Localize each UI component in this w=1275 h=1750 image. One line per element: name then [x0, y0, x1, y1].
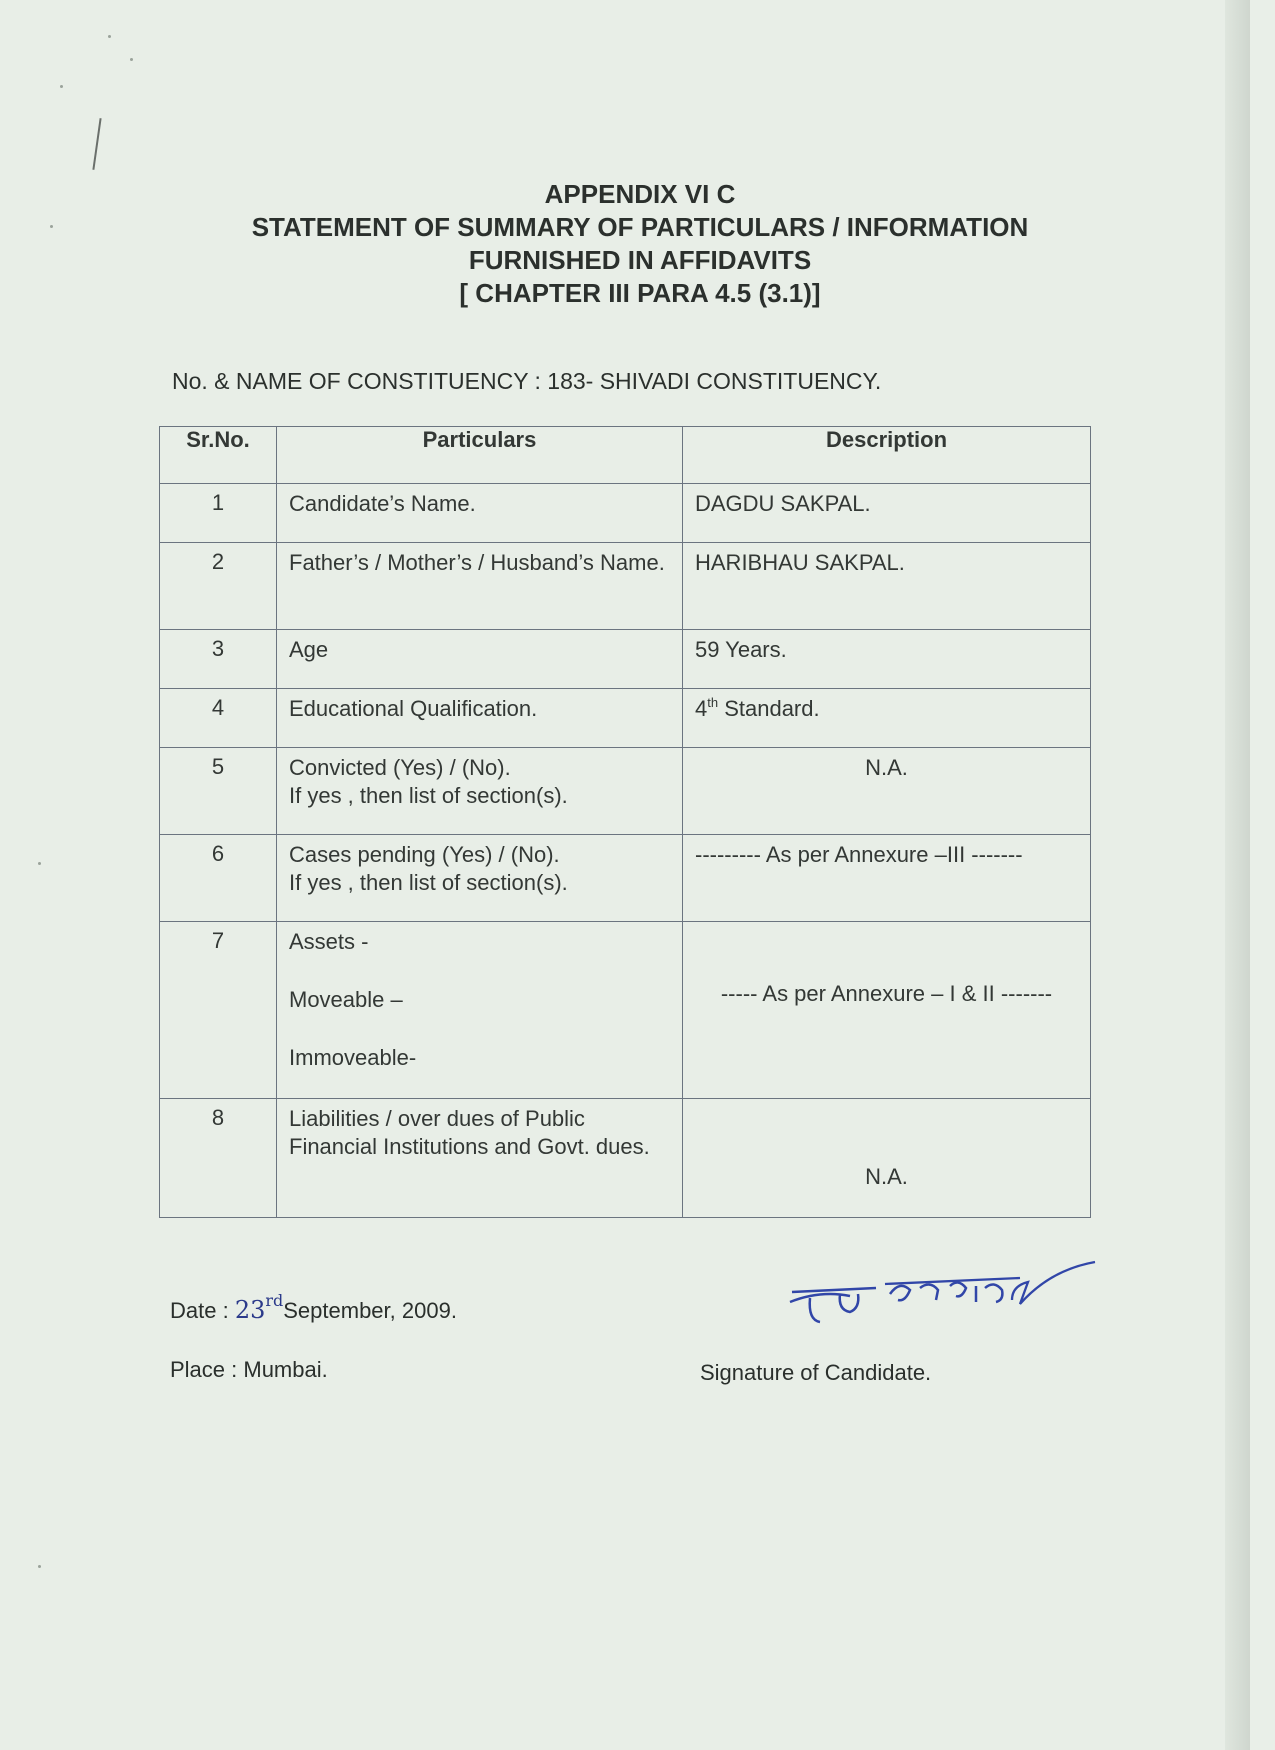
row-description: [683, 1099, 1091, 1218]
row-description: [683, 922, 1091, 1099]
qualification-text: Standard.: [718, 696, 820, 721]
particulars-line: Cases pending (Yes) / (No).: [289, 842, 560, 867]
row-description: 59 Years.: [683, 630, 1091, 689]
place-line: Place : Mumbai.: [170, 1357, 328, 1382]
qualification-number: 4: [695, 696, 708, 721]
row-sr-no: 6: [160, 835, 277, 922]
date-label: Date :: [170, 1298, 235, 1323]
row-particulars: Liabilities / over dues of Public Financial Institutions and Govt. dues.: [277, 1099, 683, 1218]
speck: [38, 1565, 41, 1568]
speck: [50, 225, 53, 228]
speck: [130, 58, 133, 61]
speck: [60, 85, 63, 88]
heading-line-2: STATEMENT OF SUMMARY OF PARTICULARS / INFORMATION: [251, 212, 1029, 242]
speck: [38, 862, 41, 865]
header-description: Description: [683, 427, 1091, 484]
heading-line-4: [ CHAPTER III PARA 4.5 (3.1)]: [459, 278, 821, 308]
row-particulars: Candidate’s Name.: [277, 484, 683, 543]
row-particulars: [277, 748, 683, 835]
table-row: [160, 543, 1091, 630]
particulars-line: Convicted (Yes) / (No).: [289, 755, 511, 780]
heading-line-1: APPENDIX VI C: [544, 179, 736, 209]
constituency-line: No. & NAME OF CONSTITUENCY : 183- SHIVADI CONSTITUENCY.: [172, 368, 882, 394]
date-line: [170, 1291, 457, 1324]
heading-line-3: FURNISHED IN AFFIDAVITS: [468, 245, 812, 275]
row-sr-no: 7: [160, 922, 277, 1099]
row-sr-no: 3: [160, 630, 277, 689]
row-description: [683, 689, 1091, 748]
header-sr-no: Sr.No.: [160, 427, 277, 484]
description-text: ----- As per Annexure – I & II -------: [720, 981, 1053, 1006]
signature-label: Signature of Candidate.: [700, 1360, 932, 1385]
row-particulars: Educational Qualification.: [277, 689, 683, 748]
date-day: 23: [234, 1296, 266, 1324]
description-text: N.A.: [865, 1164, 908, 1189]
document-heading: [140, 178, 1140, 310]
row-sr-no: 5: [160, 748, 277, 835]
particulars-table: [159, 426, 1090, 1218]
table-row: [160, 748, 1091, 835]
handwritten-date: [234, 1291, 284, 1324]
row-description: N.A.: [683, 748, 1091, 835]
table-row: [160, 630, 1091, 689]
pen-mark: [92, 118, 101, 170]
particulars-line: Immoveable-: [289, 1045, 417, 1070]
signature-text: दगडू सकपाळ: [780, 1250, 785, 1251]
particulars-line: If yes , then list of section(s).: [289, 870, 568, 895]
date-ordinal: rd: [265, 1291, 284, 1310]
header-particulars: Particulars: [277, 427, 683, 484]
particulars-line: Moveable –: [289, 987, 403, 1012]
qualification-ordinal: th: [707, 695, 719, 710]
table-header-row: [160, 427, 1091, 484]
row-description: --------- As per Annexure –III -------: [683, 835, 1091, 922]
table-row: [160, 835, 1091, 922]
row-sr-no: 1: [160, 484, 277, 543]
row-sr-no: 2: [160, 543, 277, 630]
candidate-signature: [780, 1250, 1100, 1330]
speck: [108, 35, 111, 38]
page-edge-shadow: [1225, 0, 1250, 1750]
table-row: [160, 922, 1091, 1099]
particulars-line: If yes , then list of section(s).: [289, 783, 568, 808]
date-text: September, 2009.: [283, 1298, 457, 1323]
table-row: [160, 689, 1091, 748]
row-particulars: [277, 835, 683, 922]
table-row: [160, 1099, 1091, 1218]
row-particulars: [277, 922, 683, 1099]
row-particulars: Age: [277, 630, 683, 689]
particulars-line: Assets -: [289, 929, 369, 954]
row-description: HARIBHAU SAKPAL.: [683, 543, 1091, 630]
row-description: DAGDU SAKPAL.: [683, 484, 1091, 543]
table-row: [160, 484, 1091, 543]
row-particulars: Father’s / Mother’s / Husband’s Name.: [277, 543, 683, 630]
row-sr-no: 4: [160, 689, 277, 748]
row-sr-no: 8: [160, 1099, 277, 1218]
